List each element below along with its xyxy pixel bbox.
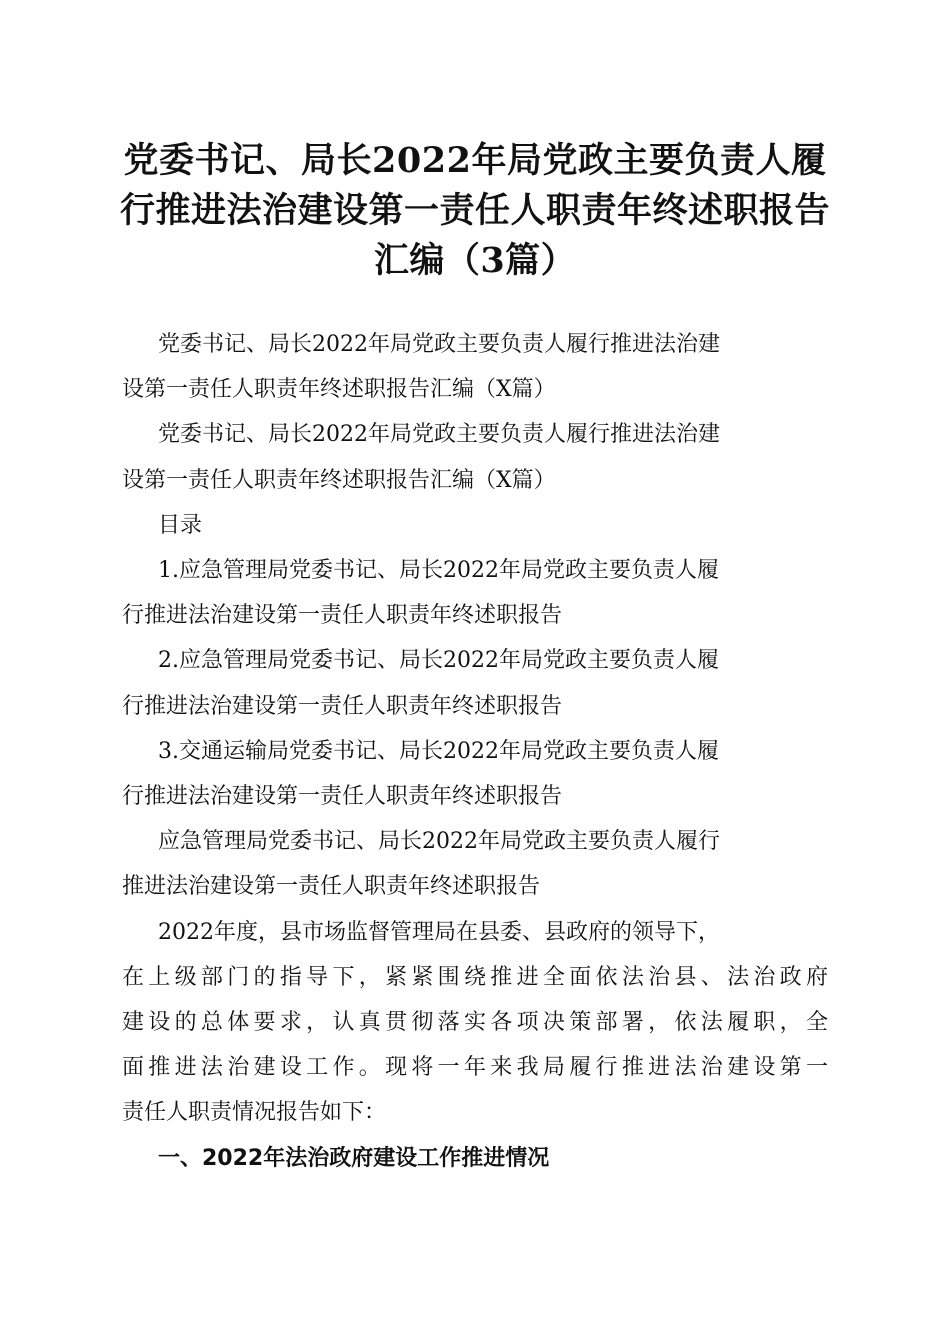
paragraph-line: 目录 xyxy=(158,512,203,538)
toc-entry-1 xyxy=(122,548,828,638)
article-title xyxy=(122,819,828,909)
body-paragraph xyxy=(122,910,828,1136)
paragraph-collection-title-repeat xyxy=(122,412,828,502)
paragraph-line: 党委书记、局长2022年局党政主要负责人履行推进法治建 xyxy=(158,332,720,357)
table-of-contents-label xyxy=(122,503,828,548)
section-heading: 一、2022年法治政府建设工作推进情况 xyxy=(158,1145,550,1171)
paragraph-line: 应急管理局党委书记、局长2022年局党政主要负责人履行 xyxy=(158,829,720,855)
toc-entry-3 xyxy=(122,729,828,819)
paragraph-line: 2022年度，县市场监督管理局在县委、县政府的领导下， xyxy=(158,919,720,945)
paragraph-line: 建设的总体要求，认真贯彻落实各项决策部署，依法履职，全 xyxy=(122,1010,828,1036)
paragraph-line: 行推进法治建设第一责任人职责年终述职报告 xyxy=(122,603,563,629)
paragraph-line: 2.应急管理局党委书记、局长2022年局党政主要负责人履 xyxy=(158,648,719,674)
document-title xyxy=(110,136,840,286)
toc-entry-2 xyxy=(122,638,828,728)
paragraph-line: 推进法治建设第一责任人职责年终述职报告 xyxy=(122,874,541,900)
title-line: 汇编（3篇） xyxy=(373,240,577,281)
paragraph-line: 3.交通运输局党委书记、局长2022年局党政主要负责人履 xyxy=(158,738,719,764)
paragraph-line: 在上级部门的指导下，紧紧围绕推进全面依法治县、法治政府 xyxy=(122,964,828,990)
paragraph-line: 责任人职责情况报告如下： xyxy=(122,1100,387,1126)
paragraph-line: 行推进法治建设第一责任人职责年终述职报告 xyxy=(122,784,563,810)
document-body xyxy=(122,322,828,1181)
paragraph-line: 1.应急管理局党委书记、局长2022年局党政主要负责人履 xyxy=(158,558,719,584)
paragraph-line: 行推进法治建设第一责任人职责年终述职报告 xyxy=(122,693,563,719)
paragraph-line: 设第一责任人职责年终述职报告汇编（X篇） xyxy=(122,377,556,403)
paragraph-collection-title xyxy=(122,322,828,412)
paragraph-line: 设第一责任人职责年终述职报告汇编（X篇） xyxy=(122,467,556,493)
paragraph-line: 面推进法治建设工作。现将一年来我局履行推进法治建设第一 xyxy=(122,1055,828,1081)
title-line: 行推进法治建设第一责任人职责年终述职报告 xyxy=(119,190,830,231)
paragraph-line: 党委书记、局长2022年局党政主要负责人履行推进法治建 xyxy=(158,422,720,448)
title-line: 党委书记、局长2022年局党政主要负责人履 xyxy=(123,140,827,181)
